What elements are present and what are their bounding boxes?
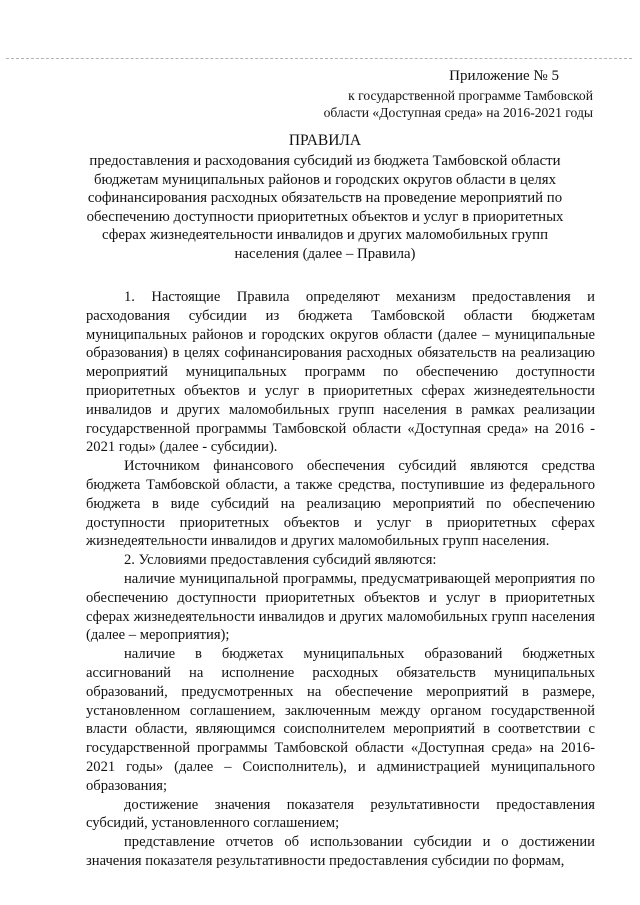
document-title: ПРАВИЛА <box>288 132 362 149</box>
paragraph-5: наличие в бюджетах муниципальных образований бюджетных ассигнований на исполнение расходных обязательств муниципальных образований, предусмотренных на обеспечение мероприятий в размере, установленном соглашением, заключенным между органом государственной власти области, являющимся соисполнителем мероприятий в соответствии с государственной программы Тамбовской области «Доступная среда» на 2016-2021 годы» (далее – Соисполнитель), и администрацией муниципального образования; <box>86 646 595 794</box>
appendix-program-line: к государственной программе Тамбовской <box>348 88 593 103</box>
paragraph-4: наличие муниципальной программы, предусматривающей мероприятия по обеспечению доступности приоритетных объектов и услуг в приоритетных сферах жизнедеятельности инвалидов и других маломобильных групп населения (далее – мероприятия); <box>86 570 595 644</box>
document-body <box>86 288 595 871</box>
appendix-number: Приложение № 5 <box>449 68 559 84</box>
document-subtitle: предоставления и расходования субсидий из бюджета Тамбовской области бюджетам муниципальных районов и городских округов области в целях софинансирования расходных обязательств на проведение мероприятий по обеспечению доступности приоритетных объектов и услуг в приоритетных сферах жизнедеятельности инвалидов и других маломобильных групп населения (далее – Правила) <box>86 153 564 262</box>
appendix-program-line-2: области «Доступная среда» на 2016-2021 годы <box>323 105 593 120</box>
document-title-block <box>70 131 580 264</box>
paragraph-3: 2. Условиями предоставления субсидий являются: <box>124 552 437 569</box>
paragraph-1: 1. Настоящие Правила определяют механизм предоставления и расходования субсидии из бюджета Тамбовской области бюджетам муниципальных районов и городских округов области (далее – муниципальные образования) в целях софинансирования расходных обязательств на реализацию мероприятий муниципальных программ по обеспечению доступности приоритетных объектов и услуг в приоритетных сферах жизнедеятельности инвалидов и других маломобильных групп населения в рамках реализации государственной программы Тамбовской области «Доступная среда» на 2016 - 2021 годы» (далее - субсидии). <box>86 289 595 456</box>
scan-edge-line <box>6 58 632 59</box>
paragraph-7: представление отчетов об использовании субсидии и о достижении значения показателя результативности предоставления субсидии по формам, <box>86 834 595 869</box>
paragraph-6: достижение значения показателя результативности предоставления субсидий, установленного соглашением; <box>86 796 595 832</box>
appendix-reference <box>290 66 593 121</box>
paragraph-2: Источником финансового обеспечения субсидий являются средства бюджета Тамбовской области, а также средства, поступившие из федерального бюджета в виде субсидий на реализацию мероприятий по обеспечению доступности приоритетных объектов и услуг в приоритетных сферах жизнедеятельности инвалидов и других маломобильных групп населения. <box>86 458 595 550</box>
